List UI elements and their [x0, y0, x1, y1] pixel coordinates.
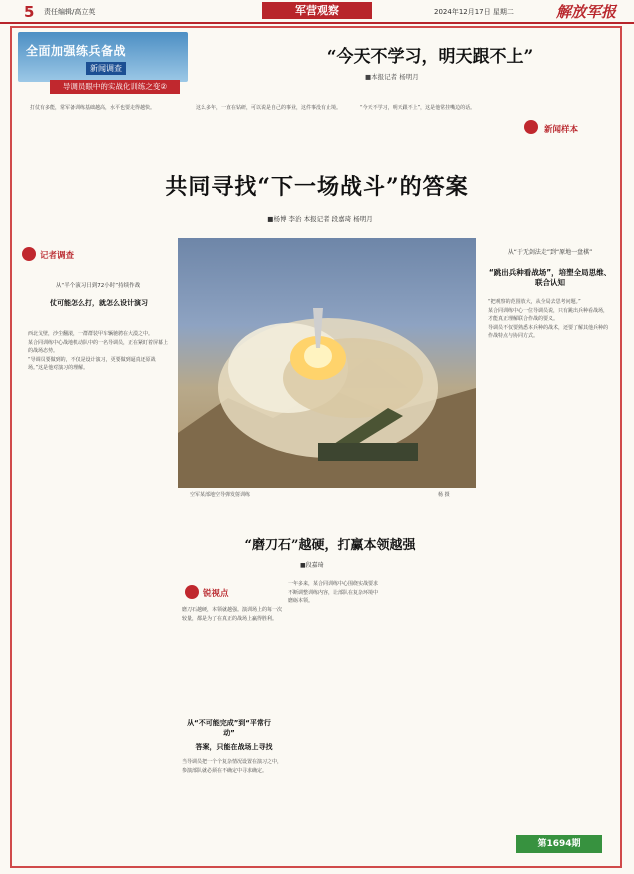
issue-date: 2024年12月17日 星期二 — [434, 8, 514, 16]
mid-byline: ■段嘉琦 — [300, 562, 324, 569]
section-title: 军营观察 — [262, 2, 372, 19]
right-body: “把观察的范围放大，从全局去思考问题。” 某合同训练中心一位导调员说，只有跳出兵种看战场，才能真正理解联合作战的要义。 导调员不仅要熟悉本兵种的战术，还要了解其他兵种的作战特点与协同方式。 — [488, 299, 608, 339]
top-headline: “今天不学习，明天跟不上” — [326, 47, 534, 67]
right-headline: “跳出兵种看战场”，培塑全局思维、联合认知 — [488, 268, 612, 287]
news-sample-label: 新闻样本 — [544, 125, 579, 135]
sharp-view-icon — [185, 585, 199, 599]
journal-kicker: 从“半个演习日到72小时”持续作战 — [55, 283, 141, 289]
mid-subhead-2: 答案，只能在战场上寻找 — [195, 743, 273, 751]
photo-credit: 杨 摄 — [438, 492, 450, 498]
top-body-2: 这么多年，一直在钻研，可以说是自己的事业，这件事没有止境。 — [196, 105, 342, 111]
mid-subhead-1: 从“不可能完成”到“平常行动” — [187, 719, 271, 737]
mid-headline: “磨刀石”越硬，打赢本领越强 — [244, 538, 416, 553]
page-number: 5 — [24, 3, 35, 21]
journal-headline: 仗可能怎么打，就怎么设计演习 — [50, 299, 148, 307]
newspaper-logo: 解放军报 — [556, 3, 617, 21]
banner-badge: 新闻调查 — [86, 62, 126, 75]
photo-caption: 空军某部地空导弹发射训练 — [190, 492, 251, 498]
top-body-1: 打仗有多能，常军备训练基础越高，水平也要走得越快。 — [30, 105, 156, 111]
main-byline: ■杨博 李治 本报记者 段嘉琦 杨明月 — [267, 215, 373, 223]
mid-body-4 — [384, 580, 476, 852]
mid-body-3: 一年多来，某合同训练中心围绕实战要求不断调整训练内容，让部队在复杂环境中磨砺本领。 — [288, 581, 378, 604]
sharp-view-label: 锐视点 — [203, 589, 229, 599]
top-byline: ■本报记者 杨明月 — [365, 73, 419, 81]
journal-icon — [22, 247, 36, 261]
right-kicker: 从“于无剑法走”到“原地一盘棋” — [507, 249, 593, 256]
top-body-3: “今天不学习，明天跟不上”，这是他常挂嘴边的话。 — [360, 105, 476, 111]
journal-body: 西北戈壁，沙尘翻滚，一群群装甲车辆驰骋在大漠之中。 某合同训练中心战地机动队中的一名导调员，正在紧盯着屏幕上的战场态势。 “导调员要做到的，不仅是设计演习，更要做到逼真还原战场。”这是他对演习的理解。 — [28, 331, 169, 371]
main-headline: 共同寻找“下一场战斗”的答案 — [165, 174, 469, 200]
news-sample-icon — [524, 120, 538, 134]
missile-launch-photo — [178, 238, 476, 488]
mid-body-1: 磨刀石越硬，本领就越强。演训场上的每一次较量，都是为了在真正的战场上赢得胜利。 — [182, 607, 282, 622]
issue-number: 第1694期 — [516, 835, 602, 853]
editor-tag: 责任编辑/高立英 — [44, 8, 96, 16]
journal-label: 记者调查 — [40, 251, 75, 261]
banner-title: 全面加强练兵备战 — [26, 44, 127, 58]
photo-illustration — [178, 238, 476, 488]
series-label: 导调员眼中的实战化训练之变② — [50, 80, 180, 94]
mid-body-2: 当导调员把一个个复杂情况设置在演习之中，参演部队就必须在不确定中寻求确定。 — [182, 759, 282, 774]
